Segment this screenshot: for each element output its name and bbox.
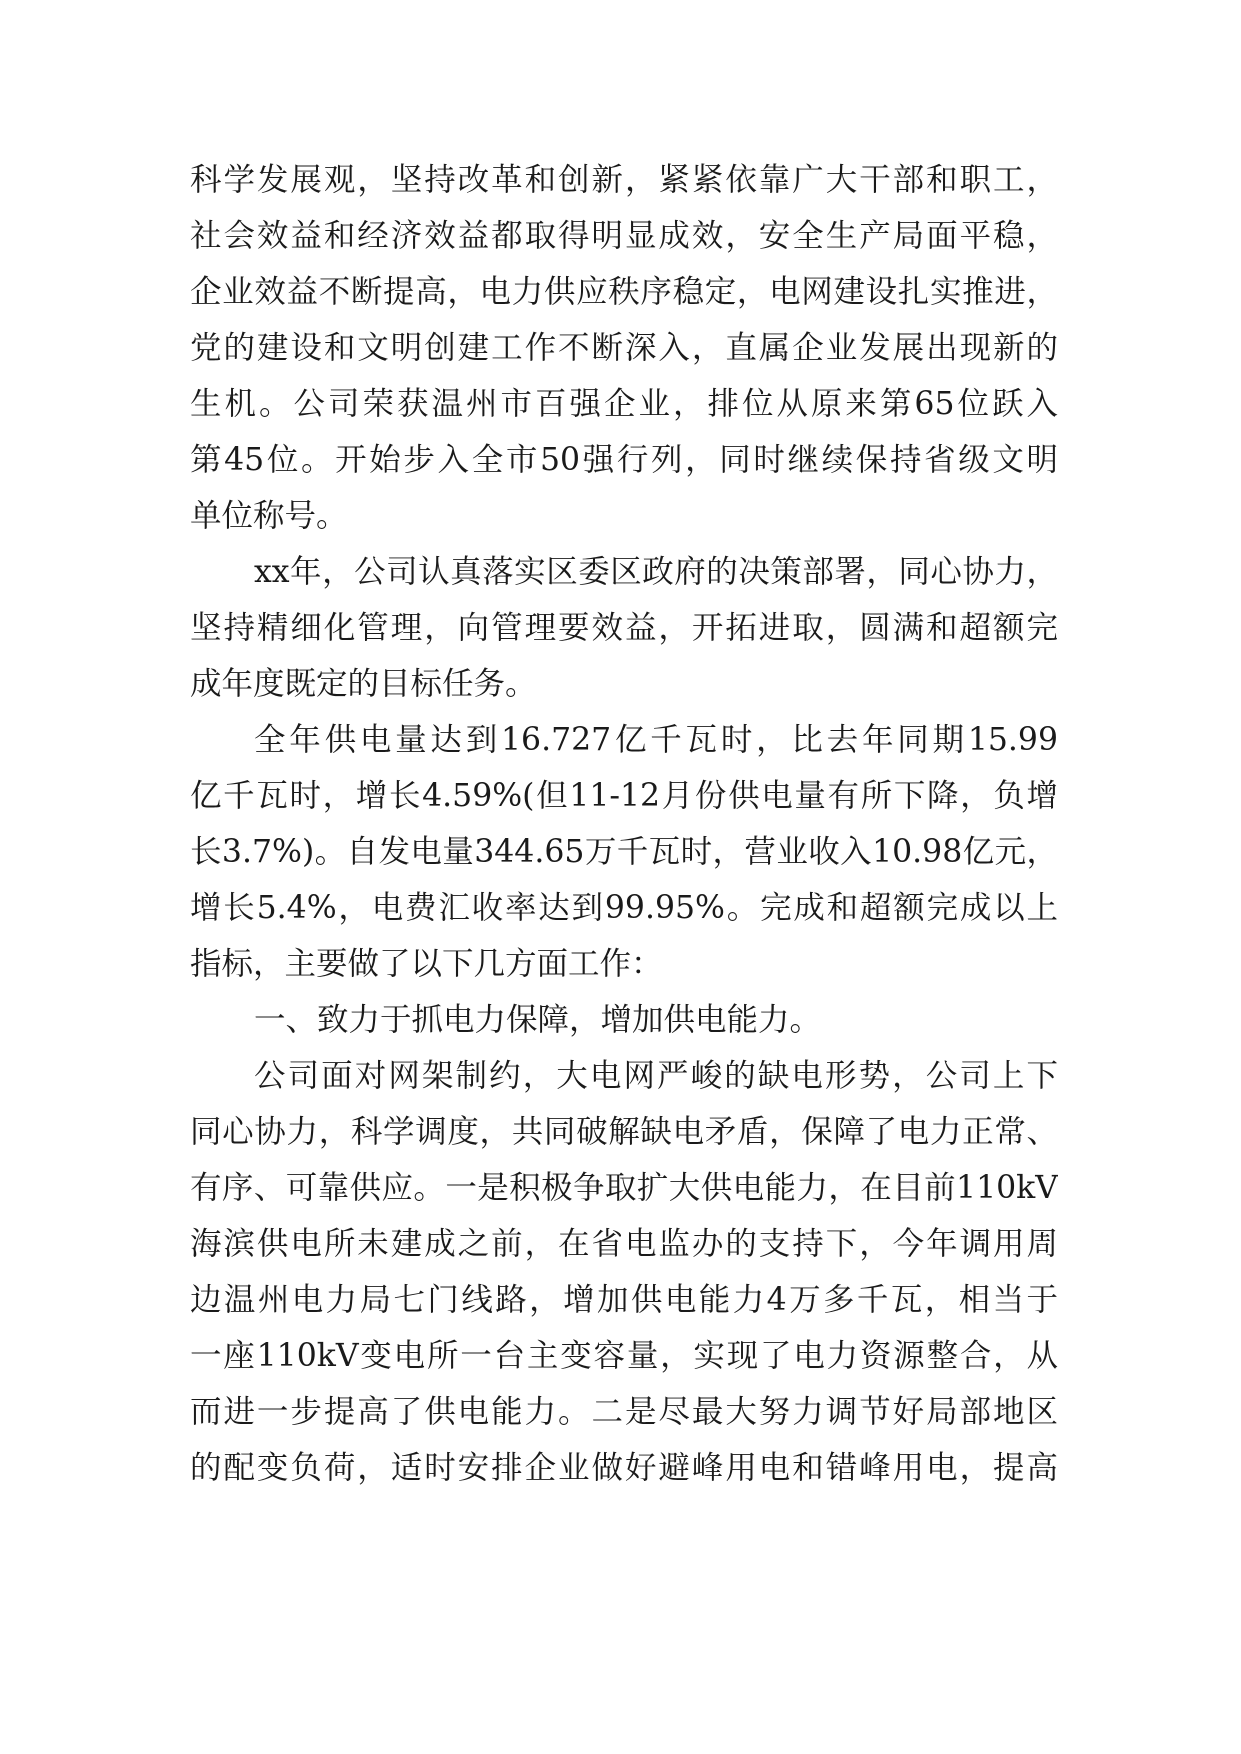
text-line: 有序、可靠供应。一是积极争取扩大供电能力，在目前110kV: [190, 1170, 1058, 1206]
text-line: 公司面对网架制约，大电网严峻的缺电形势，公司上下: [254, 1058, 1058, 1094]
text-line: 社会效益和经济效益都取得明显成效，安全生产局面平稳，: [190, 218, 1058, 254]
text-line: 企业效益不断提高，电力供应秩序稳定，电网建设扎实推进，: [190, 274, 1058, 310]
paragraph-1: [190, 152, 1058, 544]
text-line: 单位称号。: [190, 498, 348, 534]
paragraph-3: [190, 712, 1058, 992]
text-line: 增长5.4%，电费汇收率达到99.95%。完成和超额完成以上: [190, 890, 1058, 926]
text-line: 的配变负荷，适时安排企业做好避峰用电和错峰用电，提高: [190, 1450, 1058, 1486]
text-line: 同心协力，科学调度，共同破解缺电矛盾，保障了电力正常、: [190, 1114, 1058, 1150]
text-line: 边温州电力局七门线路，增加供电能力4万多千瓦，相当于: [190, 1282, 1058, 1318]
text-line: 全年供电量达到16.727亿千瓦时，比去年同期15.99: [254, 722, 1058, 758]
section-heading: [190, 992, 1058, 1048]
text-line: 一座110kV变电所一台主变容量，实现了电力资源整合，从: [190, 1338, 1058, 1374]
text-line: 坚持精细化管理，向管理要效益，开拓进取，圆满和超额完: [190, 610, 1058, 646]
document-page: [190, 152, 1058, 1496]
paragraph-2: [190, 544, 1058, 712]
text-line: 第45位。开始步入全市50强行列，同时继续保持省级文明: [190, 442, 1058, 478]
text-line: 党的建设和文明创建工作不断深入，直属企业发展出现新的: [190, 330, 1058, 366]
section-heading-text: 一、致力于抓电力保障，增加供电能力。: [254, 1002, 822, 1038]
text-line: 生机。公司荣获温州市百强企业，排位从原来第65位跃入: [190, 386, 1058, 422]
text-line: 成年度既定的目标任务。: [190, 666, 537, 702]
text-line: 长3.7%)。自发电量344.65万千瓦时，营业收入10.98亿元，: [190, 834, 1058, 870]
text-line: 而进一步提高了供电能力。二是尽最大努力调节好局部地区: [190, 1394, 1058, 1430]
text-line: 科学发展观，坚持改革和创新，紧紧依靠广大干部和职工，: [190, 162, 1058, 198]
text-line: 海滨供电所未建成之前，在省电监办的支持下，今年调用周: [190, 1226, 1058, 1262]
text-line: 亿千瓦时，增长4.59%(但11-12月份供电量有所下降，负增: [190, 778, 1058, 814]
text-line: xx年，公司认真落实区委区政府的决策部署，同心协力，: [254, 554, 1058, 590]
text-line: 指标，主要做了以下几方面工作：: [190, 946, 663, 982]
paragraph-5: [190, 1048, 1058, 1496]
